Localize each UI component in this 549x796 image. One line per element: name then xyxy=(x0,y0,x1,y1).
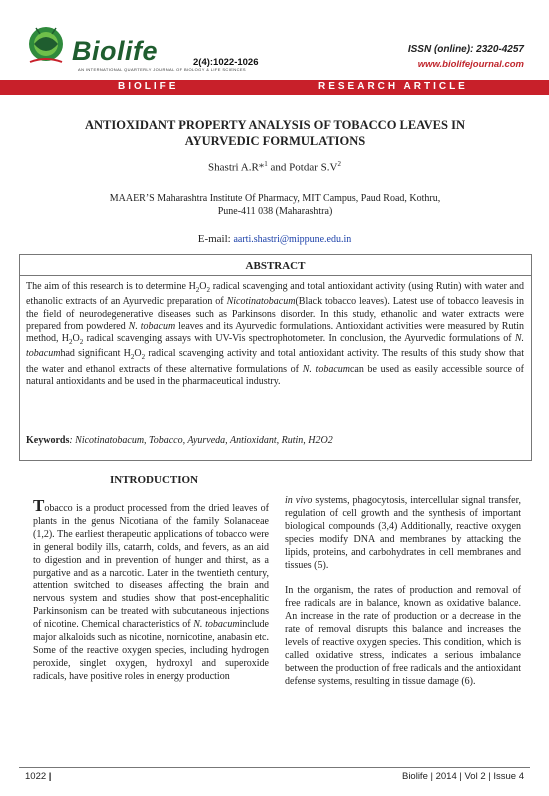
affiliation-line-1: MAAER’S Maharashtra Institute Of Pharmacy, MIT Campus, Paud Road, Kothru, xyxy=(109,193,441,204)
right-column-text xyxy=(285,495,521,702)
abstract-divider xyxy=(19,275,532,276)
journal-brand: Biolife xyxy=(72,36,159,66)
footer-divider xyxy=(19,767,530,768)
email-line xyxy=(0,233,549,245)
author-line xyxy=(0,160,549,174)
keywords xyxy=(26,435,524,446)
page-number: 1022 | xyxy=(25,771,52,782)
footer-citation: Biolife | 2014 | Vol 2 | Issue 4 xyxy=(401,771,524,782)
keywords-list: : Nicotinatobacum, Tobacco, Ayurveda, Antioxidant, Rutin, H2O2 xyxy=(69,435,333,446)
left-column-text: Tobacco is a product processed from the dried leaves of plants in the genus Nicotiana of the family Solanaceae (1,2). The earliest therapeutic applications of tobacco were in general bodily ills, catarrh, colds, and fevers, as an aid to digestion and in prevention of hunger and thirst, as a purgative and as a narcotic. Later in the twentieth century, attention switched to diseases affecting the brain and nervous system and studies show that post-encephalitic Parkinsonism can be treated with subcutaneous injections of nicotine. Chemical characteristics of N. tobacuminclude major alkaloids such as nicotine, nornicotine, anabasin etc. Some of the reactive oxygen species, including hydrogen peroxide, singlet oxygen, hydroxyl and superoxide radicals, have positive roles in energy production xyxy=(33,496,269,682)
affiliation-line-2: Pune-411 038 (Maharashtra) xyxy=(217,206,333,217)
keywords-label: Keywords xyxy=(26,435,70,446)
section-heading-introduction: INTRODUCTION xyxy=(110,474,199,486)
author-2-affil: 2 xyxy=(337,160,341,168)
journal-website-link[interactable]: www.biolifejournal.com xyxy=(417,59,524,70)
email-link[interactable]: aarti.shastri@mippune.edu.in xyxy=(233,234,352,245)
journal-logo-icon xyxy=(24,22,68,72)
band-article-type: RESEARCH ARTICLE xyxy=(318,81,468,92)
paragraph: In the organism, the rates of production and removal of free radicals are in balance, known as oxidative balance. An increase in the rate of production or a decrease in the rate of removal disrupts this balance and increases the levels of reactive oxygen species. This condition, which is called oxidative stress, indicates a serious imbalance between the production of free radicals and the antioxidant defense systems, resulting in tissue damage (6). xyxy=(285,585,521,687)
author-1-affil: 1 xyxy=(264,160,268,168)
affiliation xyxy=(60,192,490,218)
band-journal-label: BIOLIFE xyxy=(118,81,179,92)
abstract-text: The aim of this research is to determine $H_2O_2$ radical scavenging and total antioxidant activity (using Rutin) with water and ethanolic extracts of an Ayurvedic preparation of Nicotinatobacum(Black tobacco leaves). Latest use of tobacco leavesis in the field of neurodegenerative diseases such as Parkinsons disorder. In this study, ethanolic and water extracts were prepared from powdered N. tobacum leaves and its Ayurvedic formulations. Antioxidant activities were measured by Rutin method, $H_2O_2$ radical scavenging assays with UV-Vis spectrophotometer. In conclusion, the Ayurvedic formulations of N. tobacumhad significant $H_2O_2$ radical scavenging activity and total antioxidant activity. The results of this study show that the water and ethanol extracts of these alternative formulations of N. tobacumcan be used as easily accessible source of natural antioxidants and be used in the pharmaceutical industry. xyxy=(26,281,525,388)
drop-cap: T xyxy=(33,496,45,515)
paragraph: in vivo systems, phagocytosis, intercellular signal transfer, regulation of cell growth and the synthesis of important biological compounds (3,4) Additionally, reactive oxygen species modify DNA and membranes by attacking the lipids, proteins, and carbohydrates in cell membranes and tissues (5). xyxy=(285,495,522,571)
volume-pages: 2(4):1022-1026 xyxy=(193,57,259,68)
article-title: ANTIOXIDANT PROPERTY ANALYSIS OF TOBACCO LEAVES IN AYURVEDIC FORMULATIONS xyxy=(85,118,465,148)
issn: ISSN (online): 2320-4257 xyxy=(407,44,524,55)
abstract-heading: ABSTRACT xyxy=(245,260,306,272)
journal-tagline: AN INTERNATIONAL QUARTERLY JOURNAL OF BIOLOGY & LIFE SCIENCES xyxy=(78,67,246,72)
author-1: Shastri A.R* xyxy=(208,161,265,174)
email-label: E-mail: xyxy=(197,233,234,245)
author-2: and Potdar S.V xyxy=(267,161,338,174)
